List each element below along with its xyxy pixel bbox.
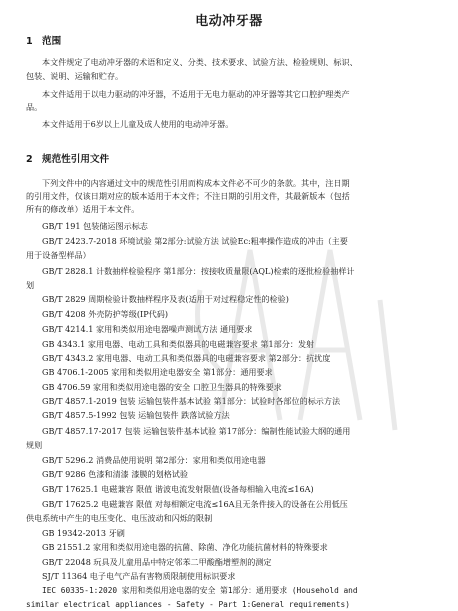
reference-line: 规则 [26, 440, 43, 450]
section-heading-scope [26, 33, 61, 47]
reference-line: GB 21551.2 家用和类似用途电器的抗菌、除菌、净化功能抗菌材料的特殊要求 [42, 542, 328, 552]
reference-line: GB/T 2829 周期检验计数抽样程序及表(适用于对过程稳定性的检验) [42, 294, 289, 304]
section-number: 2 [26, 154, 33, 165]
reference-line: GB/T 4208 外壳防护等级(IP代码) [42, 309, 168, 319]
reference-line: GB/T 4857.17-2017 包装 运输包装件基本试验 第17部分：编制性能试验大纲的通用 [42, 426, 351, 436]
reference-line: GB/T 2423.7-2018 环境试验 第2部分:试验方法 试验Ec:粗率操作造成的冲击（主要 [42, 236, 348, 246]
reference-line: GB/T 4343.2 家用电器、电动工具和类似器具的电磁兼容要求 第2部分：抗扰度 [42, 353, 331, 363]
scope-line: 本文件规定了电动冲牙器的术语和定义、分类、技术要求、试验方法、检验规则、标识、 [42, 57, 358, 67]
reference-line: GB/T 5296.2 消费品使用说明 第2部分：家用和类似用途电器 [42, 455, 266, 465]
reference-line: GB/T 9286 色漆和清漆 漆膜的划格试验 [42, 469, 188, 479]
scope-line: 包装、说明、运输和贮存。 [26, 71, 124, 81]
reference-line: GB/T 191 包装储运图示标志 [42, 221, 148, 231]
reference-line: GB/T 22048 玩具及儿童用品中特定邻苯二甲酸酯增塑剂的测定 [42, 557, 272, 567]
document-title: 电动冲牙器 [195, 14, 263, 29]
reference-line: 用于设备型样品） [26, 250, 91, 260]
scope-line: 本文件适用于6岁以上儿童及成人使用的电动冲牙器。 [42, 119, 234, 129]
reference-line: GB 4343.1 家用电器、电动工具和类似器具的电磁兼容要求 第1部分：发射 [42, 339, 315, 349]
scope-line: 品。 [26, 102, 43, 112]
section-title: 范围 [42, 36, 62, 47]
reference-line: GB 4706.1-2005 家用和类似用途电器安全 第1部分：通用要求 [42, 367, 273, 377]
reference-line: 供电系统中产生的电压变化、电压波动和闪烁的限制 [26, 513, 213, 523]
reference-line: IEC 60335-1:2020 家用和类似用途电器的安全 第1部分：通用要求 (Household and [42, 586, 358, 595]
reference-line: GB 4706.59 家用和类似用途电器的安全 口腔卫生器具的特殊要求 [42, 382, 282, 392]
reference-line: 划 [26, 280, 35, 290]
refs-intro-line: 所有的修改单）适用于本文件。 [26, 204, 140, 214]
section-number: 1 [26, 36, 33, 47]
section-heading-normative-references [26, 151, 109, 165]
refs-intro-line: 下列文件中的内容通过文中的规范性引用而构成本文件必不可少的条款。其中，注日期 [42, 178, 350, 188]
reference-line: GB/T 4214.1 家用和类似用途电器噪声测试方法 通用要求 [42, 324, 253, 334]
refs-intro-line: 的引用文件，仅该日期对应的版本适用于本文件；不注日期的引用文件，其最新版本（包括 [26, 191, 350, 201]
reference-line: GB/T 4857.5-1992 包装 运输包装件 跌落试验方法 [42, 410, 230, 420]
section-title: 规范性引用文件 [42, 154, 110, 165]
reference-line: GB/T 17625.1 电磁兼容 限值 谐波电流发射限值(设备每相输入电流≤16A) [42, 484, 314, 494]
reference-line: GB/T 17625.2 电磁兼容 限值 对每相额定电流≤16A且无条件接入的设备在公用低压 [42, 499, 348, 509]
reference-line: SJ/T 11364 电子电气产品有害物质限制使用标识要求 [42, 571, 236, 581]
reference-line: GB/T 4857.1-2019 包装 运输包装件基本试验 第1部分：试验时各部位的标示方法 [42, 396, 341, 406]
reference-line: similar electrical appliances - Safety - Part 1:General requirements) [26, 600, 350, 609]
scope-line: 本文件适用于以电力驱动的冲牙器，不适用于无电力驱动的冲牙器等其它口腔护理类产 [42, 89, 350, 99]
reference-line: GB 19342-2013 牙刷 [42, 528, 125, 538]
reference-line: GB/T 2828.1 计数抽样检验程序 第1部分：按接收质量限(AQL)检索的逐批检验抽样计 [42, 266, 355, 276]
